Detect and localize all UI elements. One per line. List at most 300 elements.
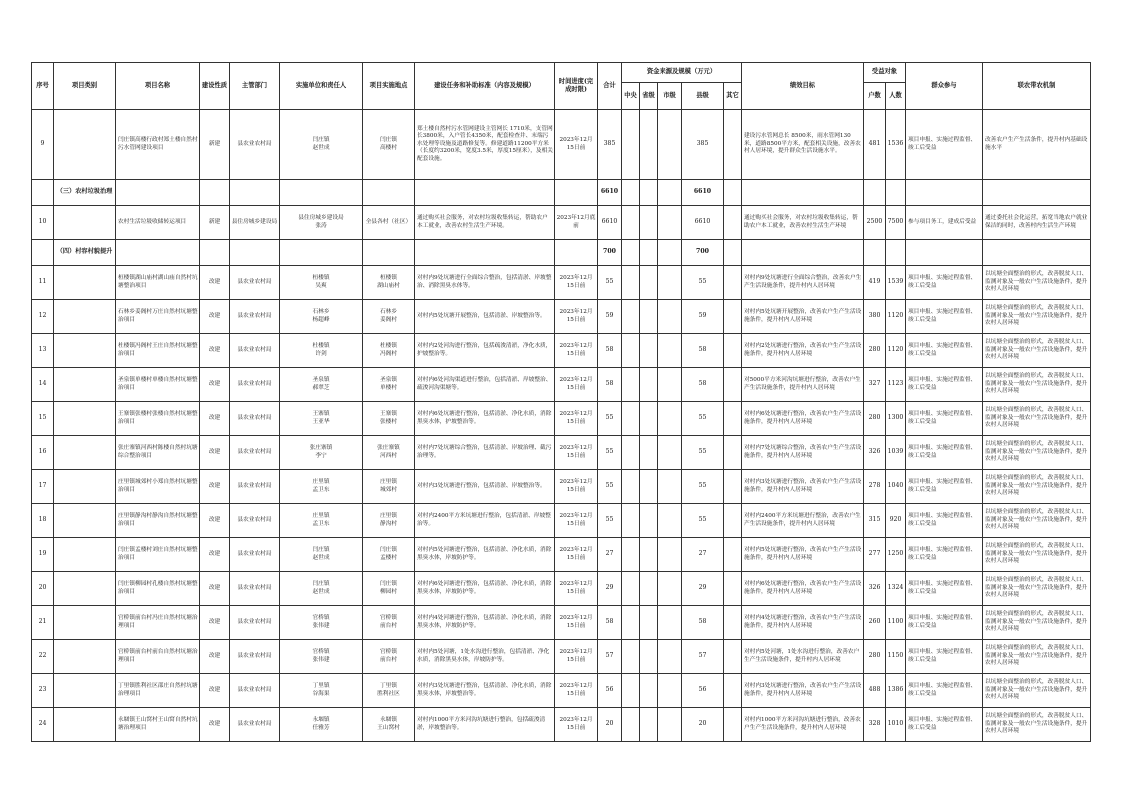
cell-goal: 通过购买社会服务，对农村垃圾收集转运，帮助农户本工就业，改善农村生活生产环境 [742, 206, 864, 240]
cell-name: 官桥镇前台村前台自然村坑塘治理项目 [116, 640, 200, 674]
cell-city [658, 538, 682, 572]
cell-province [640, 572, 658, 606]
cell-category [54, 640, 116, 674]
cell-total: 55 [598, 470, 622, 504]
header-progress: 时间进度(完成时限) [555, 63, 598, 110]
cell-category [54, 266, 116, 300]
cell-seq: 10 [32, 206, 54, 240]
cell-central [622, 504, 640, 538]
cell-participation: 项目申报、实施过程监督、竣工后受益 [906, 572, 983, 606]
cell-progress: 2023年12月15日前 [555, 402, 598, 436]
cell-county: 59 [682, 300, 724, 334]
cell-task [415, 240, 555, 266]
cell-county: 29 [682, 572, 724, 606]
cell-seq: 18 [32, 504, 54, 538]
cell-households: 326 [864, 572, 886, 606]
cell-task: 对村内7处坑塘综合整治，包括清淤、岸坡治理、截污治理等。 [415, 436, 555, 470]
cell-unit: 桓楼镇 吴爽 [280, 266, 363, 300]
cell-households: 328 [864, 708, 886, 742]
cell-mechanism: 以坑塘全面整治的形式，改善脱贫人口、监测对象及一般农户生活设施条件，提升农村人居环境 [983, 470, 1091, 504]
cell-other [724, 504, 742, 538]
cell-total: 6610 [598, 180, 622, 206]
cell-section-label: （四）村容村貌提升 [54, 240, 116, 266]
cell-category [54, 572, 116, 606]
cell-households: 380 [864, 300, 886, 334]
header-location: 项目实施地点 [363, 63, 415, 110]
cell-goal: 对村内7处坑塘综合整治，改善农户生产生活设施条件，提升村内人居环境 [742, 436, 864, 470]
cell-central [622, 240, 640, 266]
cell-task: 郑土楼自然村污水管网建设主管网长 1710米，支管网长3800米，入户管长4350米，配套检查井、末端污水处理等设施及道路修复等。修建道路11200平方米（长度约3200米，宽度3.5米，厚度15厘米），及相关配套设施。 [415, 110, 555, 180]
cell-category [54, 436, 116, 470]
cell-people [886, 240, 906, 266]
cell-name: 庄里镇静沟村静沟自然村坑塘整治项目 [116, 504, 200, 538]
project-row [32, 300, 1091, 334]
cell-goal [742, 240, 864, 266]
project-row [32, 674, 1091, 708]
cell-nature: 改建 [200, 674, 230, 708]
cell-city [658, 674, 682, 708]
cell-unit: 县住房城乡建设局 张涛 [280, 206, 363, 240]
cell-participation: 参与项目务工，建成后受益 [906, 206, 983, 240]
cell-city [658, 368, 682, 402]
cell-other [724, 674, 742, 708]
cell-goal: 对村内2处坑塘进行整治，改善农户生产生活设施条件，提升村内人居环境 [742, 334, 864, 368]
cell-other [724, 606, 742, 640]
cell-participation: 项目申报、实施过程监督、竣工后受益 [906, 504, 983, 538]
cell-unit: 王寨镇 王亚华 [280, 402, 363, 436]
cell-nature: 改建 [200, 334, 230, 368]
cell-unit: 庄里镇 孟卫东 [280, 470, 363, 504]
cell-central [622, 436, 640, 470]
cell-county: 20 [682, 708, 724, 742]
header-other: 其它 [724, 83, 742, 110]
cell-unit: 庄里镇 孟卫东 [280, 504, 363, 538]
cell-name: 永堌镇王山窝村王山窝自然村坑塘治理项目 [116, 708, 200, 742]
cell-other [724, 538, 742, 572]
cell-location: 圣泉镇 单楼村 [363, 368, 415, 402]
cell-dept: 县农业农村局 [230, 266, 280, 300]
cell-progress: 2023年12月15日前 [555, 674, 598, 708]
cell-other [724, 368, 742, 402]
cell-people: 1120 [886, 334, 906, 368]
cell-unit: 张庄寨镇 李宁 [280, 436, 363, 470]
cell-unit: 闫庄镇 赵世成 [280, 110, 363, 180]
cell-progress: 2023年12月15日前 [555, 334, 598, 368]
header-task: 建设任务和补助标准（内容及规模） [415, 63, 555, 110]
cell-goal: 对村内6处坑塘进行整治，改善农户生产生活设施条件，提升村内人居环境 [742, 402, 864, 436]
cell-task: 对村内2处河沟进行整治，包括疏浚清淤，净化水质，护坡整治等。 [415, 334, 555, 368]
cell-name: 闫庄镇孟楼村刘庄自然村坑塘整治项目 [116, 538, 200, 572]
cell-goal: 对村内5处河塘，1处水沟进行整治，改善农户生产生活设施条件，提升村内人居环境 [742, 640, 864, 674]
cell-city [658, 436, 682, 470]
cell-county: 58 [682, 334, 724, 368]
cell-households: 280 [864, 640, 886, 674]
cell-province [640, 300, 658, 334]
cell-unit: 闫庄镇 赵世成 [280, 538, 363, 572]
cell-participation: 项目申报、实施过程监督、竣工后受益 [906, 266, 983, 300]
cell-total: 27 [598, 538, 622, 572]
cell-name: 圣泉镇单楼村单楼自然村坑塘整治项目 [116, 368, 200, 402]
cell-goal: 对村内4处坑塘进行整治，改善农户生产生活设施条件，提升村内人居环境 [742, 606, 864, 640]
header-total: 合计 [598, 63, 622, 110]
cell-mechanism: 以坑塘全面整治的形式，改善脱贫人口、监测对象及一般农户生活设施条件，提升农村人居环境 [983, 538, 1091, 572]
cell-progress: 2023年12月15日前 [555, 538, 598, 572]
cell-other [724, 334, 742, 368]
cell-mechanism: 以坑塘全面整治的形式，改善脱贫人口、监测对象及一般农户生活设施条件，提升农村人居环境 [983, 640, 1091, 674]
cell-county: 55 [682, 402, 724, 436]
cell-progress [555, 240, 598, 266]
cell-category [54, 674, 116, 708]
cell-mechanism: 以坑塘全面整治的形式，改善脱贫人口、监测对象及一般农户生活设施条件，提升农村人居环境 [983, 504, 1091, 538]
cell-participation: 项目申报、实施过程监督、竣工后受益 [906, 300, 983, 334]
cell-location: 杜楼镇 冯阁村 [363, 334, 415, 368]
cell-nature: 改建 [200, 572, 230, 606]
cell-county: 55 [682, 504, 724, 538]
project-row [32, 504, 1091, 538]
project-row [32, 206, 1091, 240]
cell-participation: 项目申报、实施过程监督、竣工后受益 [906, 368, 983, 402]
cell-other [724, 240, 742, 266]
cell-seq: 13 [32, 334, 54, 368]
cell-nature: 改建 [200, 708, 230, 742]
cell-unit: 官桥镇 张伟建 [280, 606, 363, 640]
cell-unit: 石林乡 杨超峰 [280, 300, 363, 334]
cell-other [724, 470, 742, 504]
cell-participation: 项目申报、实施过程监督、竣工后受益 [906, 402, 983, 436]
cell-dept: 县农业农村局 [230, 470, 280, 504]
section-row [32, 240, 1091, 266]
cell-mechanism: 以坑塘全面整治的形式，改善脱贫人口、监测对象及一般农户生活设施条件，提升农村人居环境 [983, 266, 1091, 300]
cell-section-label: （三）农村垃圾治理 [54, 180, 116, 206]
cell-county: 55 [682, 436, 724, 470]
cell-participation: 项目申报、实施过程监督、竣工后受益 [906, 334, 983, 368]
cell-county: 58 [682, 368, 724, 402]
cell-dept: 县农业农村局 [230, 368, 280, 402]
cell-location: 张庄寨镇 河西村 [363, 436, 415, 470]
cell-seq: 15 [32, 402, 54, 436]
cell-progress: 2023年12月15日前 [555, 470, 598, 504]
cell-nature: 改建 [200, 606, 230, 640]
cell-name: 农村生活垃圾收储转运项目 [116, 206, 200, 240]
cell-seq: 21 [32, 606, 54, 640]
cell-county: 6610 [682, 180, 724, 206]
cell-goal: 对村内3处坑塘进行整治，改善农户生产生活设施条件，提升村内人居环境 [742, 470, 864, 504]
cell-seq: 9 [32, 110, 54, 180]
cell-name [116, 240, 200, 266]
cell-people: 1120 [886, 300, 906, 334]
cell-nature: 改建 [200, 470, 230, 504]
cell-dept [230, 180, 280, 206]
cell-nature: 改建 [200, 640, 230, 674]
cell-dept: 县农业农村局 [230, 436, 280, 470]
cell-progress: 2023年12月15日前 [555, 640, 598, 674]
cell-location: 永堌镇 王山窝村 [363, 708, 415, 742]
cell-central [622, 334, 640, 368]
cell-seq [32, 180, 54, 206]
cell-people: 1123 [886, 368, 906, 402]
cell-category [54, 402, 116, 436]
cell-goal: 对村内6处坑塘进行整治，改善农户生产生活设施条件，提升村内人居环境 [742, 572, 864, 606]
cell-mechanism: 以坑塘全面整治的形式，改善脱贫人口、监测对象及一般农户生活设施条件，提升农村人居环境 [983, 674, 1091, 708]
cell-county: 58 [682, 606, 724, 640]
cell-province [640, 368, 658, 402]
cell-households: 277 [864, 538, 886, 572]
cell-mechanism: 以坑塘全面整治的形式，改善脱贫人口、监测对象及一般农户生活设施条件，提升农村人居环境 [983, 368, 1091, 402]
cell-category [54, 300, 116, 334]
cell-households: 260 [864, 606, 886, 640]
cell-location: 桓楼镇 湖山庙村 [363, 266, 415, 300]
cell-households: 488 [864, 674, 886, 708]
cell-city [658, 504, 682, 538]
cell-households: 2500 [864, 206, 886, 240]
cell-dept: 县农业农村局 [230, 538, 280, 572]
cell-people [886, 180, 906, 206]
cell-province [640, 266, 658, 300]
cell-mechanism: 以坑塘全面整治的形式，改善脱贫人口、监测对象及一般农户生活设施条件，提升农村人居环境 [983, 300, 1091, 334]
cell-mechanism: 以坑塘全面整治的形式，改善脱贫人口、监测对象及一般农户生活设施条件，提升农村人居环境 [983, 334, 1091, 368]
cell-seq: 11 [32, 266, 54, 300]
header-county: 县级 [682, 83, 724, 110]
cell-province [640, 436, 658, 470]
cell-city [658, 180, 682, 206]
cell-total: 6610 [598, 206, 622, 240]
cell-households: 481 [864, 110, 886, 180]
cell-city [658, 402, 682, 436]
cell-households: 280 [864, 402, 886, 436]
cell-other [724, 708, 742, 742]
cell-dept: 县农业农村局 [230, 640, 280, 674]
cell-province [640, 606, 658, 640]
cell-central [622, 572, 640, 606]
cell-nature: 改建 [200, 436, 230, 470]
cell-location: 石林乡 姜阁村 [363, 300, 415, 334]
cell-total: 29 [598, 572, 622, 606]
cell-dept: 县农业农村局 [230, 110, 280, 180]
cell-participation: 项目申报、实施过程监督、竣工后受益 [906, 538, 983, 572]
cell-total: 56 [598, 674, 622, 708]
header-beneficiary: 受益对象 [864, 63, 906, 83]
cell-name: 庄里镇城郊村小郑自然村坑塘整治项目 [116, 470, 200, 504]
header-dept: 主管部门 [230, 63, 280, 110]
cell-city [658, 334, 682, 368]
project-row [32, 110, 1091, 180]
header-participation: 群众参与 [906, 63, 983, 110]
cell-province [640, 402, 658, 436]
cell-total: 55 [598, 266, 622, 300]
cell-households: 326 [864, 436, 886, 470]
cell-total: 385 [598, 110, 622, 180]
cell-dept: 县农业农村局 [230, 300, 280, 334]
cell-location: 官桥镇 前台村 [363, 640, 415, 674]
cell-other [724, 572, 742, 606]
cell-participation: 项目申报、实施过程监督、竣工后受益 [906, 674, 983, 708]
cell-dept: 县住房城乡建设局 [230, 206, 280, 240]
cell-nature: 改建 [200, 368, 230, 402]
project-row [32, 708, 1091, 742]
cell-people: 1539 [886, 266, 906, 300]
cell-people: 1039 [886, 436, 906, 470]
cell-province [640, 640, 658, 674]
cell-seq: 24 [32, 708, 54, 742]
cell-central [622, 368, 640, 402]
cell-location: 全县各村（社区） [363, 206, 415, 240]
project-row [32, 436, 1091, 470]
cell-other [724, 640, 742, 674]
project-row [32, 606, 1091, 640]
cell-seq: 16 [32, 436, 54, 470]
cell-people: 1250 [886, 538, 906, 572]
header-funds: 资金来源及规模（万元） [622, 63, 742, 83]
project-row [32, 368, 1091, 402]
cell-task: 对村内2400平方米坑塘进行整治，包括清淤、岸坡整治等。 [415, 504, 555, 538]
cell-other [724, 436, 742, 470]
header-category: 项目类别 [54, 63, 116, 110]
header-province: 省级 [640, 83, 658, 110]
cell-task: 对村内3处坑塘进行整治，包括清淤、净化水质，消除黑臭水体，岸坡整治等。 [415, 674, 555, 708]
cell-central [622, 674, 640, 708]
header-nature: 建设性质 [200, 63, 230, 110]
cell-other [724, 266, 742, 300]
cell-province [640, 538, 658, 572]
cell-county: 6610 [682, 206, 724, 240]
cell-progress: 2023年12月15日前 [555, 266, 598, 300]
cell-city [658, 606, 682, 640]
cell-mechanism [983, 240, 1091, 266]
cell-nature [200, 240, 230, 266]
cell-participation [906, 240, 983, 266]
cell-other [724, 300, 742, 334]
cell-name: 桓楼镇湖山庙村湖山庙自然村坑塘整治项目 [116, 266, 200, 300]
cell-people: 920 [886, 504, 906, 538]
cell-people: 1100 [886, 606, 906, 640]
cell-total: 700 [598, 240, 622, 266]
cell-progress: 2023年12月15日前 [555, 504, 598, 538]
cell-central [622, 640, 640, 674]
header-households: 户数 [864, 83, 886, 110]
cell-nature: 改建 [200, 300, 230, 334]
cell-dept: 县农业农村局 [230, 504, 280, 538]
cell-city [658, 206, 682, 240]
cell-name: 王寨镇张楼村张楼自然村坑塘整治项目 [116, 402, 200, 436]
header-city: 市级 [658, 83, 682, 110]
project-row [32, 402, 1091, 436]
cell-goal: 对5000平方米河沟坑塘进行整治，改善农户生产生活设施条件，提升村内人居环境 [742, 368, 864, 402]
cell-task: 对村内5处河塘，1处水沟进行整治，包括清淤、净化水质，消除黑臭水体，岸坡防护等。 [415, 640, 555, 674]
cell-dept [230, 240, 280, 266]
cell-name: 杜楼镇冯阁村王庄自然村坑塘整治项目 [116, 334, 200, 368]
cell-name: 丁里镇胜利社区邵庄自然村坑塘治理项目 [116, 674, 200, 708]
cell-task: 对村内6处坑塘进行整治，包括清淤、净化水质，消除黑臭水体，护坡整治等。 [415, 402, 555, 436]
cell-people: 1324 [886, 572, 906, 606]
cell-category [54, 368, 116, 402]
cell-location [363, 180, 415, 206]
cell-county: 56 [682, 674, 724, 708]
header-people: 人数 [886, 83, 906, 110]
cell-central [622, 300, 640, 334]
cell-total: 58 [598, 368, 622, 402]
cell-task: 对村内5处坑塘开展整治，包括清淤、岸坡整治等。 [415, 300, 555, 334]
cell-nature: 改建 [200, 266, 230, 300]
cell-nature: 新建 [200, 110, 230, 180]
cell-category [54, 110, 116, 180]
cell-name: 闫庄镇柳园村孔楼自然村坑塘整治项目 [116, 572, 200, 606]
cell-nature: 改建 [200, 504, 230, 538]
cell-seq: 22 [32, 640, 54, 674]
cell-location: 王寨镇 张楼村 [363, 402, 415, 436]
cell-goal: 对村内5处坑塘进行整治，改善农户生产生活设施条件，提升村内人居环境 [742, 538, 864, 572]
cell-mechanism [983, 180, 1091, 206]
cell-name: 闫庄镇高楼行政村郑土楼自然村污水管网建设项目 [116, 110, 200, 180]
cell-province [640, 470, 658, 504]
cell-households: 280 [864, 334, 886, 368]
cell-mechanism: 通过委托社会化运营，拓宽当地农户就业保洁的同时，改善村内生活生产环境 [983, 206, 1091, 240]
cell-mechanism: 以坑塘全面整治的形式，改善脱贫人口、监测对象及一般农户生活设施条件，提升农村人居环境 [983, 436, 1091, 470]
cell-location: 闫庄镇 高楼村 [363, 110, 415, 180]
section-row [32, 180, 1091, 206]
cell-province [640, 708, 658, 742]
cell-unit: 永堌镇 任雅芳 [280, 708, 363, 742]
cell-progress [555, 180, 598, 206]
cell-unit: 丁里镇 谷海果 [280, 674, 363, 708]
cell-nature [200, 180, 230, 206]
cell-task: 对村内1000平方米河沟坑塘进行整治，包括疏浚清淤，岸坡整治等。 [415, 708, 555, 742]
cell-location: 庄里镇 静沟村 [363, 504, 415, 538]
cell-progress: 2023年12月15日前 [555, 300, 598, 334]
cell-total: 57 [598, 640, 622, 674]
cell-unit: 圣泉镇 郝翠芝 [280, 368, 363, 402]
cell-dept: 县农业农村局 [230, 708, 280, 742]
cell-city [658, 572, 682, 606]
cell-dept: 县农业农村局 [230, 572, 280, 606]
cell-seq: 12 [32, 300, 54, 334]
cell-participation: 项目申报、实施过程监督、竣工后受益 [906, 640, 983, 674]
cell-unit [280, 240, 363, 266]
cell-central [622, 606, 640, 640]
header-unit: 实施单位和责任人 [280, 63, 363, 110]
cell-other [724, 180, 742, 206]
cell-category [54, 334, 116, 368]
cell-category [54, 538, 116, 572]
cell-households: 315 [864, 504, 886, 538]
project-row [32, 470, 1091, 504]
cell-households: 278 [864, 470, 886, 504]
cell-other [724, 402, 742, 436]
cell-category [54, 708, 116, 742]
cell-nature: 改建 [200, 538, 230, 572]
cell-mechanism: 改善农户生产生活条件，提升村内基础设施水平 [983, 110, 1091, 180]
cell-seq: 19 [32, 538, 54, 572]
cell-total: 58 [598, 606, 622, 640]
cell-mechanism: 以坑塘全面整治的形式，改善脱贫人口、监测对象及一般农户生活设施条件，提升农村人居环境 [983, 402, 1091, 436]
cell-city [658, 300, 682, 334]
cell-name: 官桥镇前台村冯庄自然村坑塘治理项目 [116, 606, 200, 640]
cell-people: 1010 [886, 708, 906, 742]
cell-city [658, 266, 682, 300]
cell-central [622, 110, 640, 180]
cell-progress: 2023年12月底前 [555, 206, 598, 240]
cell-households: 419 [864, 266, 886, 300]
cell-progress: 2023年12月15日前 [555, 606, 598, 640]
cell-mechanism: 以坑塘全面整治的形式，改善脱贫人口、监测对象及一般农户生活设施条件，提升农村人居环境 [983, 572, 1091, 606]
cell-name [116, 180, 200, 206]
cell-people: 1150 [886, 640, 906, 674]
cell-city [658, 640, 682, 674]
cell-city [658, 110, 682, 180]
cell-county: 55 [682, 266, 724, 300]
header-seq: 序号 [32, 63, 54, 110]
cell-city [658, 708, 682, 742]
cell-participation: 项目申报、实施过程监督、竣工后受益 [906, 708, 983, 742]
